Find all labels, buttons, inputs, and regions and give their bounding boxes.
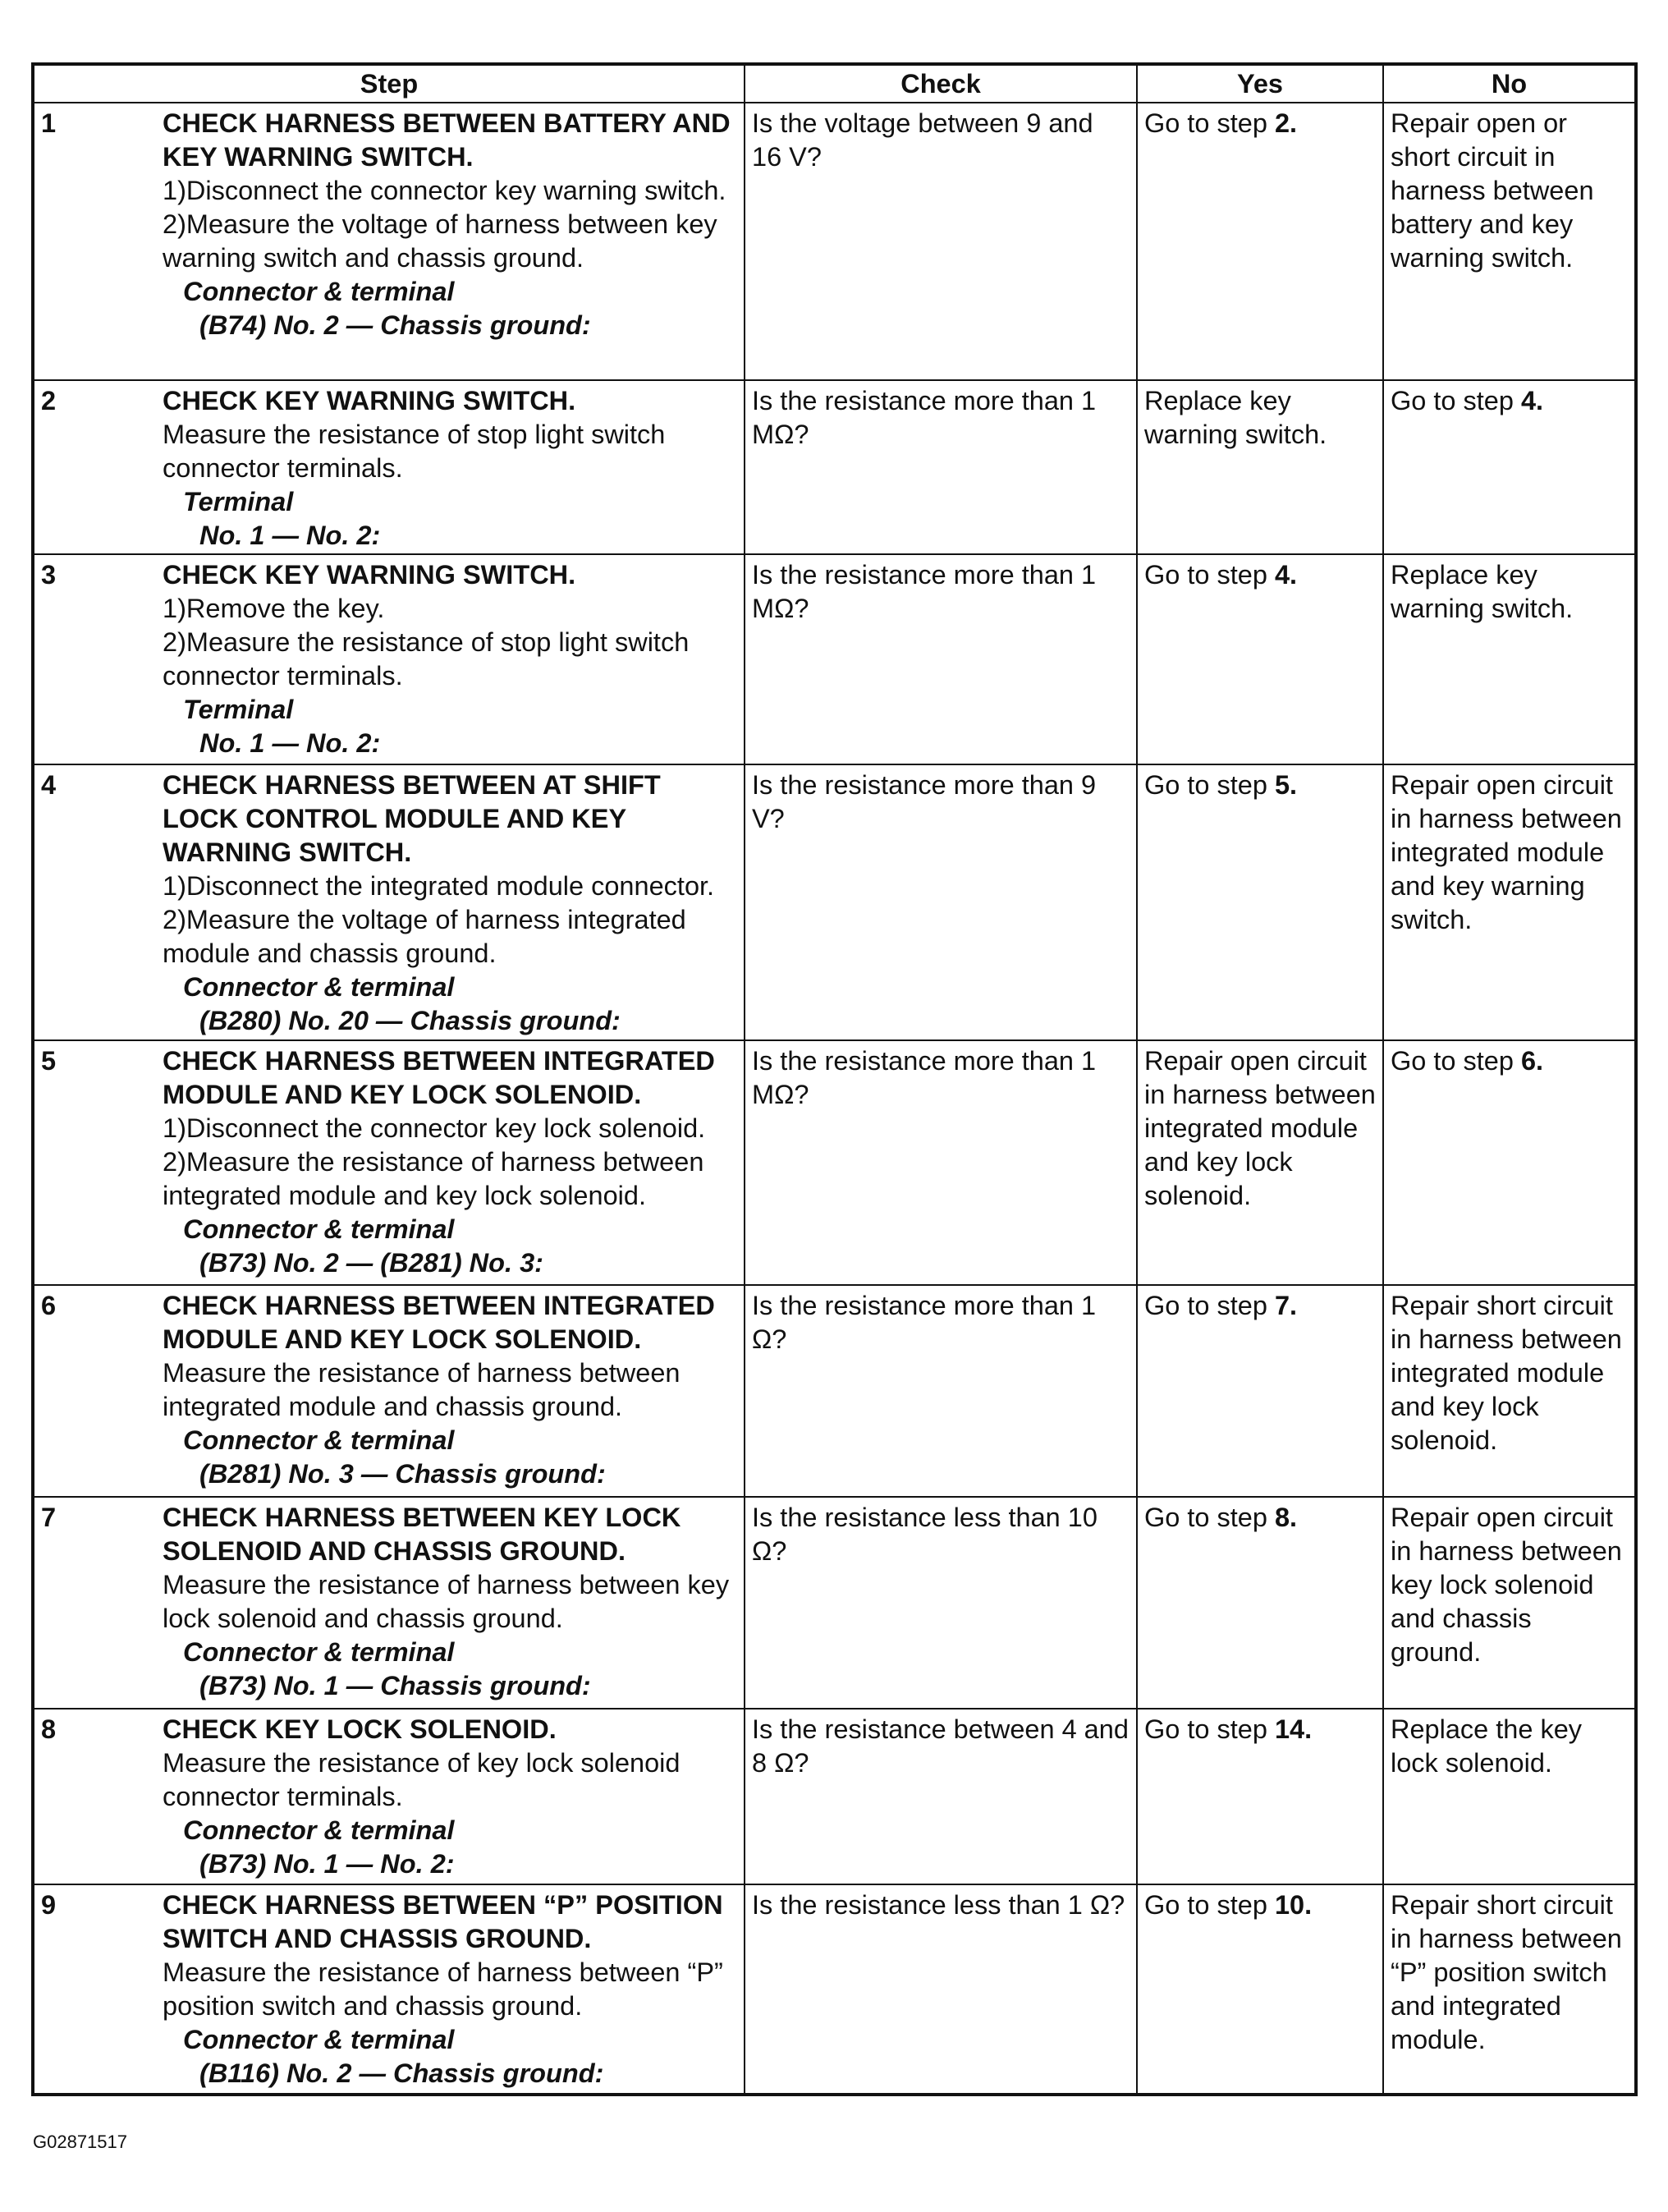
- step-cell: [33, 1497, 745, 1709]
- check-cell: Is the resistance less than 10 Ω?: [745, 1497, 1137, 1709]
- terminal-spec: (B73) No. 1 — Chassis ground:: [199, 1671, 591, 1700]
- step-title: CHECK KEY WARNING SWITCH.: [163, 386, 576, 415]
- step-title: CHECK HARNESS BETWEEN INTEGRATED MODULE AND KEY LOCK SOLENOID.: [163, 1291, 715, 1354]
- terminal-spec: (B73) No. 2 — (B281) No. 3:: [199, 1248, 543, 1278]
- step-number: 9: [41, 1890, 57, 1920]
- no-step-ref: 4.: [1520, 386, 1544, 415]
- yes-cell: [1137, 1285, 1383, 1497]
- yes-goto-prefix: Go to step: [1144, 560, 1275, 590]
- check-cell: Is the resistance more than 1 MΩ?: [745, 380, 1137, 554]
- terminal-spec: (B73) No. 1 — No. 2:: [199, 1849, 455, 1879]
- step-title: CHECK HARNESS BETWEEN “P” POSITION SWITCH AND CHASSIS GROUND.: [163, 1890, 723, 1953]
- yes-goto-prefix: Go to step: [1144, 1714, 1275, 1744]
- terminal-heading: Terminal: [183, 487, 294, 516]
- yes-action-text: Repair open circuit in harness between integrated module and key lock solenoid.: [1144, 1046, 1376, 1210]
- terminal-heading: Connector & terminal: [183, 1637, 455, 1667]
- step-number: 8: [41, 1714, 57, 1744]
- no-step-ref: 6.: [1520, 1046, 1544, 1076]
- step-instruction: 2)Measure the voltage of harness integrated module and chassis ground.: [163, 905, 686, 968]
- yes-step-ref: 14.: [1274, 1714, 1313, 1744]
- diagnostic-table: [31, 62, 1638, 2096]
- check-cell: Is the resistance less than 1 Ω?: [745, 1884, 1137, 2095]
- no-cell: [1383, 380, 1636, 554]
- yes-action-text: Replace key warning switch.: [1144, 386, 1327, 449]
- step-cell: [33, 764, 745, 1040]
- yes-cell: [1137, 554, 1383, 764]
- step-title: CHECK KEY WARNING SWITCH.: [163, 560, 576, 590]
- no-action-text: Repair open circuit in harness between integrated module and key warning switch.: [1391, 770, 1622, 934]
- table-row: [33, 764, 1636, 1040]
- step-title: CHECK HARNESS BETWEEN BATTERY AND KEY WARNING SWITCH.: [163, 108, 731, 172]
- check-cell: Is the resistance more than 1 MΩ?: [745, 554, 1137, 764]
- no-action-text: Repair open circuit in harness between key lock solenoid and chassis ground.: [1391, 1503, 1622, 1667]
- step-number: 1: [41, 108, 57, 138]
- step-instruction: 2)Measure the resistance of harness between integrated module and key lock solenoid.: [163, 1147, 704, 1210]
- yes-step-ref: 4.: [1274, 560, 1298, 590]
- table-row: [33, 1285, 1636, 1497]
- step-number: 6: [41, 1291, 57, 1320]
- yes-step-ref: 8.: [1274, 1503, 1298, 1532]
- step-title: CHECK HARNESS BETWEEN KEY LOCK SOLENOID AND CHASSIS GROUND.: [163, 1503, 681, 1566]
- yes-step-ref: 7.: [1274, 1291, 1298, 1320]
- step-number: 4: [41, 770, 57, 800]
- step-number: 5: [41, 1046, 57, 1076]
- step-title: CHECK KEY LOCK SOLENOID.: [163, 1714, 557, 1744]
- header-check: Check: [745, 64, 1137, 103]
- terminal-spec: (B74) No. 2 — Chassis ground:: [199, 310, 591, 340]
- no-cell: [1383, 1040, 1636, 1285]
- terminal-heading: Connector & terminal: [183, 1214, 455, 1244]
- no-goto-prefix: Go to step: [1391, 386, 1521, 415]
- step-instruction: Measure the resistance of stop light switch connector terminals.: [163, 420, 666, 483]
- step-title: CHECK HARNESS BETWEEN AT SHIFT LOCK CONTROL MODULE AND KEY WARNING SWITCH.: [163, 770, 661, 867]
- table-row: [33, 1884, 1636, 2095]
- terminal-spec: No. 1 — No. 2:: [199, 521, 381, 550]
- figure-id: G02871517: [33, 2132, 127, 2152]
- check-cell: Is the resistance more than 9 V?: [745, 764, 1137, 1040]
- table-row: [33, 103, 1636, 380]
- terminal-spec: No. 1 — No. 2:: [199, 728, 381, 758]
- no-action-text: Replace the key lock solenoid.: [1391, 1714, 1583, 1778]
- step-cell: [33, 103, 745, 380]
- yes-goto-prefix: Go to step: [1144, 1291, 1275, 1320]
- step-number: 7: [41, 1503, 57, 1532]
- step-cell: [33, 1285, 745, 1497]
- check-cell: Is the resistance more than 1 MΩ?: [745, 1040, 1137, 1285]
- table-row: [33, 1709, 1636, 1884]
- step-instruction: 1)Remove the key.: [163, 594, 385, 623]
- terminal-heading: Terminal: [183, 695, 294, 724]
- no-cell: [1383, 1884, 1636, 2095]
- step-instruction: 1)Disconnect the connector key lock solenoid.: [163, 1113, 706, 1143]
- terminal-heading: Connector & terminal: [183, 1425, 455, 1455]
- yes-goto-prefix: Go to step: [1144, 108, 1275, 138]
- step-instruction: Measure the resistance of harness between “P” position switch and chassis ground.: [163, 1957, 723, 2021]
- step-instruction: Measure the resistance of key lock solenoid connector terminals.: [163, 1748, 680, 1811]
- step-number: 2: [41, 386, 57, 415]
- terminal-heading: Connector & terminal: [183, 1815, 455, 1845]
- yes-cell: [1137, 764, 1383, 1040]
- header-step: Step: [33, 64, 745, 103]
- no-action-text: Repair short circuit in harness between integrated module and key lock solenoid.: [1391, 1291, 1622, 1455]
- yes-cell: [1137, 103, 1383, 380]
- yes-goto-prefix: Go to step: [1144, 1890, 1275, 1920]
- step-title: CHECK HARNESS BETWEEN INTEGRATED MODULE AND KEY LOCK SOLENOID.: [163, 1046, 715, 1109]
- yes-goto-prefix: Go to step: [1144, 770, 1275, 800]
- step-cell: [33, 554, 745, 764]
- table-row: [33, 1040, 1636, 1285]
- step-instruction: 1)Disconnect the integrated module connector.: [163, 871, 715, 901]
- step-instruction: Measure the resistance of harness between key lock solenoid and chassis ground.: [163, 1570, 730, 1633]
- no-cell: [1383, 103, 1636, 380]
- header-no: No: [1383, 64, 1636, 103]
- step-cell: [33, 1040, 745, 1285]
- no-goto-prefix: Go to step: [1391, 1046, 1521, 1076]
- header-yes: Yes: [1137, 64, 1383, 103]
- step-instruction: 2)Measure the resistance of stop light switch connector terminals.: [163, 627, 690, 691]
- yes-goto-prefix: Go to step: [1144, 1503, 1275, 1532]
- no-action-text: Replace key warning switch.: [1391, 560, 1574, 623]
- no-cell: [1383, 554, 1636, 764]
- terminal-spec: (B116) No. 2 — Chassis ground:: [199, 2058, 604, 2088]
- terminal-heading: Connector & terminal: [183, 2025, 455, 2054]
- check-cell: Is the resistance more than 1 Ω?: [745, 1285, 1137, 1497]
- step-instruction: Measure the resistance of harness between integrated module and chassis ground.: [163, 1358, 680, 1421]
- step-number: 3: [41, 560, 57, 590]
- yes-cell: [1137, 1884, 1383, 2095]
- table-row: [33, 554, 1636, 764]
- check-cell: Is the resistance between 4 and 8 Ω?: [745, 1709, 1137, 1884]
- check-cell: Is the voltage between 9 and 16 V?: [745, 103, 1137, 380]
- terminal-spec: (B280) No. 20 — Chassis ground:: [199, 1006, 621, 1035]
- yes-cell: [1137, 1709, 1383, 1884]
- terminal-spec: (B281) No. 3 — Chassis ground:: [199, 1459, 606, 1489]
- step-cell: [33, 1884, 745, 2095]
- yes-step-ref: 2.: [1274, 108, 1298, 138]
- step-instruction: 2)Measure the voltage of harness between key warning switch and chassis ground.: [163, 209, 717, 273]
- no-cell: [1383, 1497, 1636, 1709]
- no-action-text: Repair open or short circuit in harness between battery and key warning switch.: [1391, 108, 1594, 273]
- no-cell: [1383, 764, 1636, 1040]
- yes-step-ref: 5.: [1274, 770, 1298, 800]
- terminal-heading: Connector & terminal: [183, 972, 455, 1002]
- no-cell: [1383, 1285, 1636, 1497]
- table-row: [33, 1497, 1636, 1709]
- table-header-row: [33, 64, 1636, 103]
- table-body: [33, 103, 1636, 2095]
- yes-cell: [1137, 1497, 1383, 1709]
- step-instruction: 1)Disconnect the connector key warning switch.: [163, 176, 726, 205]
- yes-cell: [1137, 1040, 1383, 1285]
- no-action-text: Repair short circuit in harness between “P” position switch and integrated module.: [1391, 1890, 1622, 2054]
- yes-step-ref: 10.: [1274, 1890, 1313, 1920]
- table-row: [33, 380, 1636, 554]
- step-cell: [33, 380, 745, 554]
- terminal-heading: Connector & terminal: [183, 277, 455, 306]
- yes-cell: [1137, 380, 1383, 554]
- no-cell: [1383, 1709, 1636, 1884]
- step-cell: [33, 1709, 745, 1884]
